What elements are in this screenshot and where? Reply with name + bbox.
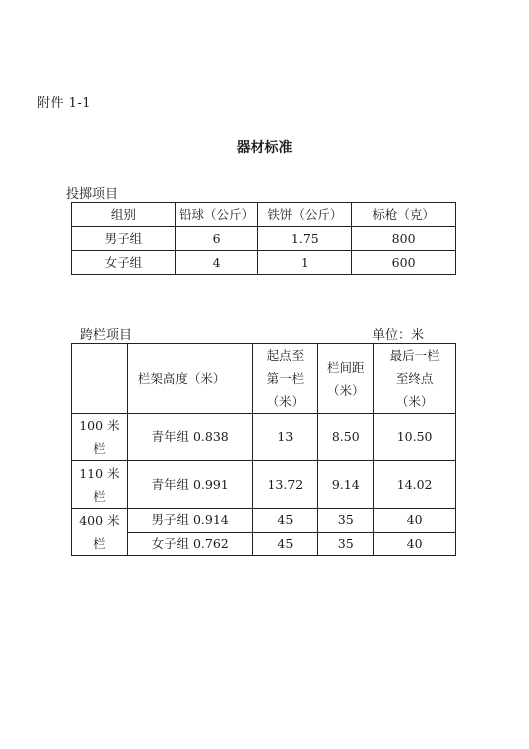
header-line: 起点至 (266, 348, 305, 363)
table-cell: 8.50 (318, 414, 374, 461)
table-cell: 男子组 (72, 227, 176, 251)
header-cell-group: 组别 (72, 203, 176, 227)
header-line: 最后一栏 (389, 348, 440, 363)
page-title: 器材标准 (236, 140, 293, 156)
header-cell-shot-put: 铅球（公斤） (175, 203, 258, 227)
event-line: 110 米 (79, 465, 120, 481)
header-cell-event (72, 344, 128, 414)
hurdles-section-title: 跨栏项目 (80, 328, 133, 343)
table-cell: 男子组 0.914 (127, 509, 253, 533)
table-cell: 4 (175, 251, 258, 275)
throwing-equipment-table (71, 202, 456, 275)
table-row (72, 509, 456, 533)
table-cell: 800 (352, 227, 456, 251)
table-cell: 13 (253, 414, 318, 461)
table-cell: 13.72 (253, 461, 318, 509)
table-cell: 40 (374, 532, 456, 556)
header-line: 第一栏 (266, 371, 305, 386)
table-cell: 14.02 (374, 461, 456, 509)
event-cell (72, 414, 128, 461)
table-cell: 35 (318, 509, 374, 533)
table-cell: 6 (175, 227, 258, 251)
table-cell: 1.75 (258, 227, 352, 251)
table-row (72, 461, 456, 509)
table-cell: 45 (253, 509, 318, 533)
table-cell: 青年组 0.838 (127, 414, 253, 461)
event-cell (72, 461, 128, 509)
throwing-section-title: 投掷项目 (66, 187, 119, 202)
event-line: 栏 (93, 441, 106, 456)
event-line: 栏 (93, 488, 106, 504)
table-cell: 40 (374, 509, 456, 533)
header-cell-spacing (318, 344, 374, 414)
header-line: 栏间距 (326, 359, 365, 375)
event-line: 栏 (93, 536, 106, 551)
table-cell: 女子组 (72, 251, 176, 275)
table-row (72, 227, 456, 251)
table-cell: 青年组 0.991 (127, 461, 253, 509)
header-line: （米） (395, 394, 434, 409)
header-line: 至终点 (395, 371, 434, 386)
table-cell: 1 (258, 251, 352, 275)
header-line: （米） (266, 394, 305, 409)
table-row (72, 532, 456, 556)
table-cell: 9.14 (318, 461, 374, 509)
table-row (72, 251, 456, 275)
header-cell-discus: 铁饼（公斤） (258, 203, 352, 227)
hurdles-equipment-table (71, 343, 456, 556)
table-cell: 45 (253, 532, 318, 556)
table-header-row (72, 203, 456, 227)
table-cell: 35 (318, 532, 374, 556)
table-cell: 女子组 0.762 (127, 532, 253, 556)
table-header-row (72, 344, 456, 414)
table-cell: 600 (352, 251, 456, 275)
event-line: 400 米 (79, 513, 120, 528)
event-line: 100 米 (79, 418, 120, 433)
header-cell-javelin: 标枪（克） (352, 203, 456, 227)
header-cell-height: 栏架高度（米） (127, 344, 253, 414)
header-line: （米） (326, 382, 365, 398)
attachment-label: 附件 1-1 (37, 96, 92, 111)
header-cell-last-to-finish (374, 344, 456, 414)
header-cell-start-to-first (253, 344, 318, 414)
table-row (72, 414, 456, 461)
unit-label: 单位：米 (372, 328, 425, 343)
table-cell: 10.50 (374, 414, 456, 461)
event-cell (72, 509, 128, 556)
